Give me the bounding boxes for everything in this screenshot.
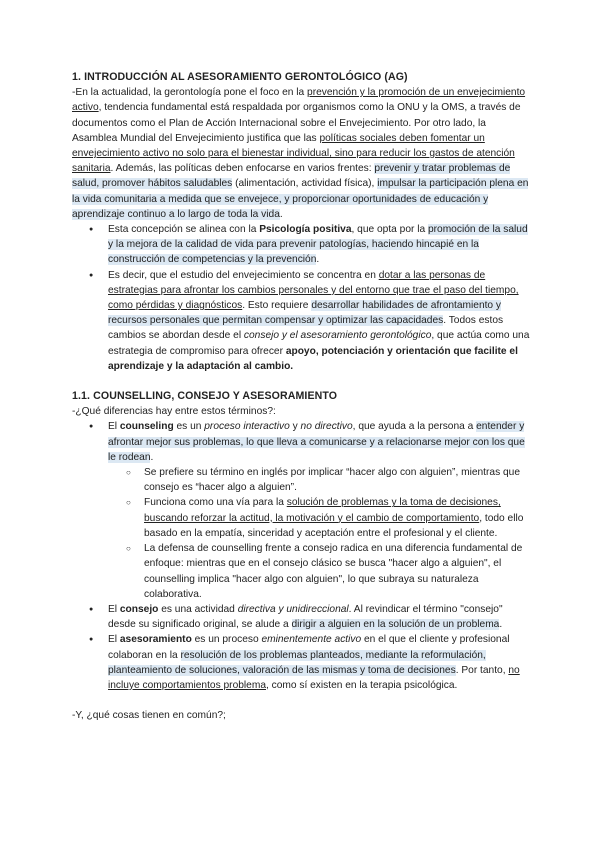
list-item-consejo: ● El consejo es una actividad directiva y unidireccional. Al revindicar el término "consejo" desde su significado original, se alude a dirigir a alguien en la solución de un problema. bbox=[72, 602, 532, 632]
section-1-bullets bbox=[72, 222, 532, 374]
list-item-defensa-counselling: ○ La defensa de counselling frente a consejo radica en una diferencia fundamental de enfoque: mientras que en el consejo clásico se busca "hacer algo a alguien", el counselling implica "hacer algo con alguien", lo que subraya su naturaleza colaborativa. bbox=[108, 541, 532, 602]
list-item-psicologia-positiva: ● Esta concepción se alinea con la Psicología positiva, que opta por la promoción de la salud y la mejora de la calidad de vida para prevenir patologías, haciendo hincapié en la construcción de competencias y la prevención. bbox=[72, 222, 532, 268]
terms-list bbox=[72, 419, 532, 693]
counseling-subitems bbox=[108, 465, 532, 602]
common-question: -Y, ¿qué cosas tienen en común?; bbox=[72, 710, 226, 722]
list-item-via-solucion: ○ Funciona como una vía para la solución de problemas y la toma de decisiones, buscando reforzar la actitud, la motivación y el cambio de comportamiento, todo ello basado en la empatía, sinceridad y aceptación entre el profesional y el cliente. bbox=[108, 495, 532, 541]
list-item-asesoramiento: ● El asesoramiento es un proceso eminentemente activo en el que el cliente y profesional colaboran en la resolución de los problemas planteados, mediante la reformulación, planteamiento de soluciones, valoración de las mismas y toma de decisiones. Por tanto, no incluye comportamientos problema, como sí existen en la terapia psicológica. bbox=[72, 632, 532, 693]
section-1-1-title: 1.1. COUNSELLING, CONSEJO Y ASESORAMIENTO bbox=[72, 390, 338, 403]
list-item-counseling: ● El counseling es un proceso interactivo y no directivo, que ayuda a la persona a entender y afrontar mejor sus problemas, lo que lleva a comunicarse y a relacionarse mejor con los que le rodean. ○ Se prefiere su término en inglés por implicar “hacer algo con alguien”, mientras que consejo es “hacer algo a alguien”. ○ Funciona como una vía para la solución de problemas y la toma de decisiones, buscando reforzar la actitud, la motivación y el cambio de comportamiento, todo ello basado en la empatía, sinceridad y aceptación entre el profesional y el cliente. ○ La defensa de counselling frente a consejo radica en una diferencia fundamental de enfoque: mientras que en el consejo clásico se busca "hacer algo a alguien", el counselling implica "hacer algo con alguien", lo que subraya su naturaleza colaborativa. bbox=[72, 419, 532, 601]
list-item-termino-ingles: ○ Se prefiere su término en inglés por implicar “hacer algo con alguien”, mientras que consejo es “hacer algo a alguien”. bbox=[108, 465, 532, 495]
differences-question: -¿Qué diferencias hay entre estos términos?: bbox=[72, 406, 276, 418]
list-item-estudio-envejecimiento: ● Es decir, que el estudio del envejecimiento se concentra en dotar a las personas de estrategias para afrontar los cambios personales y del entorno que trae el paso del tiempo, como pérdidas y diagnósticos. Esto requiere desarrollar habilidades de afrontamiento y recursos personales que permitan compensar y optimizar las capacidades. Todos estos cambios se abordan desde el consejo y el asesoramiento gerontológico, que actúa como una estrategia de compromiso para ofrecer apoyo, potenciación y orientación que facilite el aprendizaje y la adaptación al cambio. bbox=[72, 268, 532, 374]
spacer bbox=[72, 693, 532, 708]
section-1-title: 1. INTRODUCCIÓN AL ASESORAMIENTO GERONTOLÓGICO (AG) bbox=[72, 71, 408, 83]
document-page bbox=[72, 70, 532, 723]
intro-paragraph: -En la actualidad, la gerontología pone el foco en la prevención y la promoción de un envejecimiento activo, tendencia fundamental está respaldada por organismos como la ONU y la OMS, a través de documentos como el Plan de Acción Internacional sobre el Envejecimiento. Por otro lado, la Asamblea Mundial del Envejecimiento justifica que las políticas sociales deben fomentar un envejecimiento activo no solo para el bienestar individual, sino para reducir los gastos de atención sanitaria. Además, las políticas deben enfocarse en varios frentes: prevenir y tratar problemas de salud, promover hábitos saludables (alimentación, actividad física), impulsar la participación plena en la vida comunitaria a medida que se envejece, y proporcionar oportunidades de educación y aprendizaje continuo a lo largo de toda la vida. bbox=[72, 87, 529, 220]
